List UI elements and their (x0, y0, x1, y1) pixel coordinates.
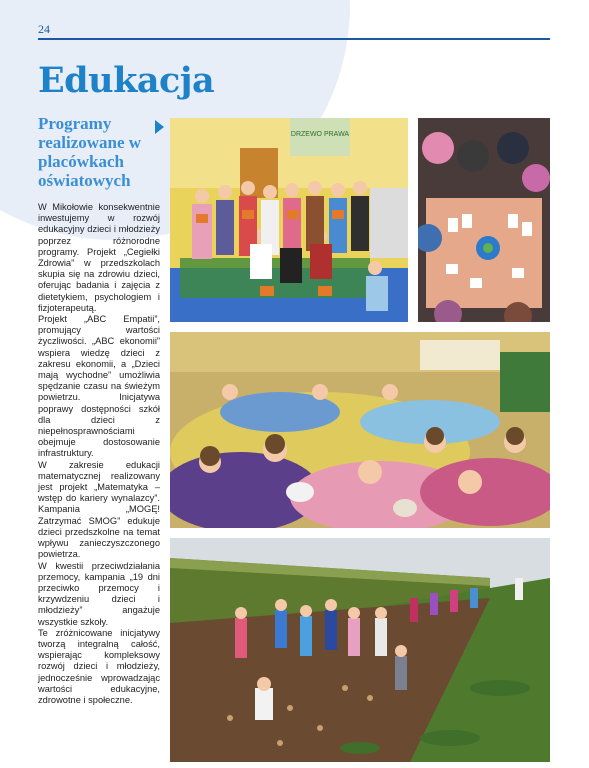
article-body (38, 202, 160, 706)
page-number: 24 (38, 22, 50, 36)
sign-text: DRZEWO PRAWA (290, 131, 350, 138)
section-subtitle: Programy realizowane w placówkach oświatowych (38, 114, 142, 190)
paragraph: Projekt „ABC Empatii”, promujący wartości życzliwości. „ABC ekonomii” wspiera wiedzę dzieci z zakresu ekonomii, a „Dzieci mają wychodne” umożliwia spędzanie czasu na świeżym powietrzu. Inicjatywa poprawy dostępności szkół dla dzieci z niepełnosprawnościami obejmuje dostosowanie infrastruktury. (38, 314, 160, 459)
header-rule (38, 38, 550, 40)
paragraph: W Mikołowie konsekwentnie inwestujemy w rozwój edukacyjny dzieci i młodzieży poprzez różnorodne programy. Projekt „Cegiełki Zdrowia” w przedszkolach skupia się na zdrowiu dzieci, oferując badania i zajęcia z dietetykiem, psychologiem i fizjoterapeutą. (38, 202, 160, 313)
class-group-photo (170, 118, 408, 322)
potato-field-photo (170, 538, 550, 762)
table-activity-photo (418, 118, 550, 322)
arrow-right-icon (155, 120, 164, 134)
paragraph: W zakresie edukacji matematycznej realizowany jest projekt „Matematyka – wstęp do kariery wynalazcy”. Kampania „MOGĘ! Zatrzymać SMOG” edukuje dzieci przedszkolne na temat wpływu zanieczyszczonego powietrza. (38, 459, 160, 560)
paragraph: Te zróżnicowane inicjatywy tworzą integralną całość, wspierając kompleksowy rozwój dzieci i młodzieży, jednocześnie wprowadzając wartości edukacyjne, zdrowotne i społeczne. (38, 627, 160, 705)
page-title: Edukacja (38, 60, 215, 101)
kindergarten-rest-photo (170, 332, 550, 528)
paragraph: W kwestii przeciwdziałania przemocy, kampania „19 dni przeciwko przemocy i krzywdzeniu dzieci i młodzieży” angażuje wszystkie szkoły. (38, 560, 160, 627)
